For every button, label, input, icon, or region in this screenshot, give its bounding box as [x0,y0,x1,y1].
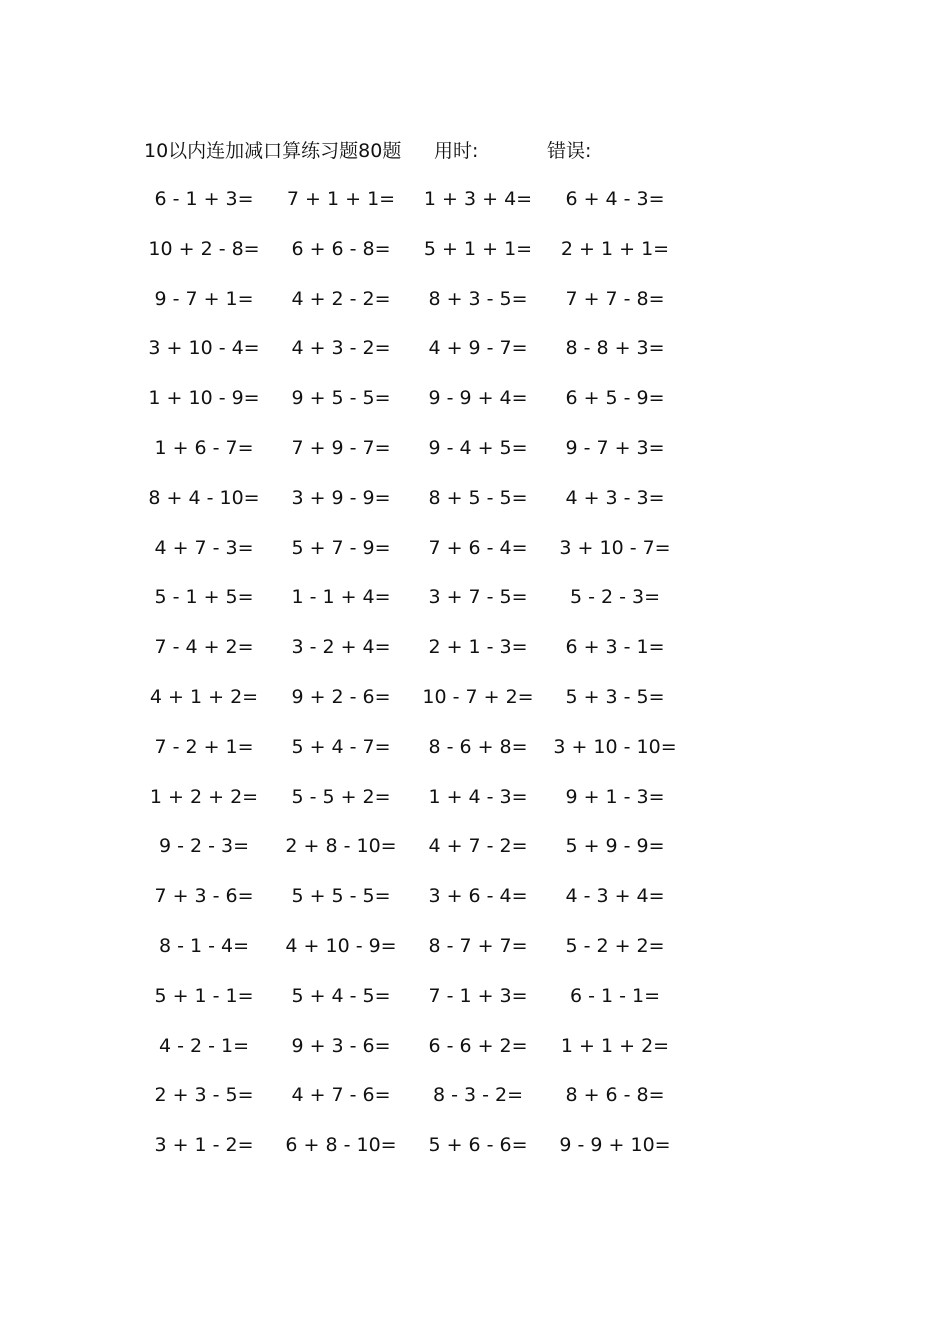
math-problem: 5 + 4 - 7= [291,735,391,758]
problem-row [0,634,950,684]
math-problem: 4 + 10 - 9= [285,934,397,957]
math-problem: 2 + 1 - 3= [428,636,528,659]
problem-row [0,734,950,784]
problem-row [0,684,950,734]
math-problem: 9 - 7 + 3= [565,436,665,459]
math-problem: 5 + 7 - 9= [291,536,391,559]
math-problem: 3 + 9 - 9= [291,486,391,509]
math-problem: 3 + 7 - 5= [428,586,528,609]
math-problem: 5 + 4 - 5= [291,984,391,1007]
math-problem: 5 + 3 - 5= [565,685,665,708]
problem-row [0,933,950,983]
problem-row [0,584,950,634]
math-problem: 8 + 3 - 5= [428,287,528,310]
problem-row [0,833,950,883]
math-problem: 2 + 8 - 10= [285,835,397,858]
math-problem: 3 + 10 - 4= [148,337,260,360]
math-problem: 7 + 1 + 1= [286,188,396,210]
math-problem: 5 - 2 + 2= [565,934,665,957]
problem-row [0,385,950,435]
problem-row [0,485,950,535]
math-problem: 8 - 7 + 7= [428,934,528,957]
math-problem: 5 + 1 - 1= [154,984,254,1007]
math-problem: 8 + 4 - 10= [148,486,260,509]
math-problem: 7 + 3 - 6= [154,885,254,908]
math-problem: 8 + 6 - 8= [565,1084,665,1107]
math-problem: 1 + 10 - 9= [148,387,260,410]
math-problem: 4 + 3 - 2= [291,337,391,360]
problem-row [0,1082,950,1132]
math-problem: 6 - 1 + 3= [154,188,254,210]
math-problem: 1 + 4 - 3= [428,785,528,808]
math-problem: 5 + 1 + 1= [423,237,533,260]
error-label: 错误: [547,140,592,162]
math-problem: 4 + 3 - 3= [565,486,665,509]
math-problem: 9 - 9 + 10= [559,1134,671,1157]
math-problem: 3 - 2 + 4= [291,636,391,659]
math-problem: 6 + 8 - 10= [285,1134,397,1157]
problem-row [0,435,950,485]
math-problem: 7 + 9 - 7= [291,436,391,459]
math-problem: 7 - 1 + 3= [428,984,528,1007]
math-problem: 6 - 6 + 2= [428,1034,528,1057]
problem-row [0,784,950,834]
problem-row [0,983,950,1033]
math-problem: 1 + 2 + 2= [149,785,259,808]
problem-row [0,236,950,286]
math-problem: 3 + 10 - 10= [553,735,677,758]
math-problem: 10 - 7 + 2= [422,685,534,708]
problem-row [0,535,950,585]
math-problem: 8 - 3 - 2= [432,1084,524,1107]
math-problem: 5 + 9 - 9= [565,835,665,858]
math-problem: 7 - 4 + 2= [154,636,254,659]
time-label: 用时: [434,140,479,162]
problem-row [0,335,950,385]
math-problem: 8 - 1 - 4= [158,934,250,957]
math-problem: 5 - 5 + 2= [291,785,391,808]
math-problem: 6 + 3 - 1= [565,636,665,659]
math-problem: 4 + 1 + 2= [149,685,259,708]
math-problem: 10 + 2 - 8= [148,237,260,260]
math-problem: 6 + 4 - 3= [565,188,665,210]
math-problem: 6 + 6 - 8= [291,237,391,260]
math-problem: 2 + 3 - 5= [154,1084,254,1107]
math-problem: 9 - 2 - 3= [158,835,250,858]
math-problem: 4 + 7 - 3= [154,536,254,559]
worksheet-header [0,138,950,164]
math-problem: 4 + 2 - 2= [291,287,391,310]
math-problem: 1 + 6 - 7= [154,436,254,459]
math-problem: 5 + 5 - 5= [291,885,391,908]
math-problem: 4 - 3 + 4= [565,885,665,908]
math-problem: 9 - 9 + 4= [428,387,528,410]
problem-grid [0,186,950,1182]
math-problem: 5 - 1 + 5= [154,586,254,609]
math-problem: 4 + 7 - 6= [291,1084,391,1107]
math-problem: 1 + 3 + 4= [423,188,533,210]
math-problem: 8 - 6 + 8= [428,735,528,758]
math-problem: 5 + 6 - 6= [428,1134,528,1157]
math-problem: 9 - 4 + 5= [428,436,528,459]
math-problem: 9 + 1 - 3= [565,785,665,808]
math-problem: 8 + 5 - 5= [428,486,528,509]
math-problem: 3 + 1 - 2= [154,1134,254,1157]
math-problem: 6 - 1 - 1= [569,984,661,1007]
math-problem: 8 - 8 + 3= [565,337,665,360]
problem-row [0,883,950,933]
math-problem: 2 + 1 + 1= [560,237,670,260]
math-problem: 4 + 7 - 2= [428,835,528,858]
math-problem: 9 - 7 + 1= [154,287,254,310]
math-problem: 3 + 10 - 7= [559,536,671,559]
problem-row [0,1132,950,1182]
math-problem: 4 - 2 - 1= [158,1034,250,1057]
math-problem: 6 + 5 - 9= [565,387,665,410]
math-problem: 7 + 6 - 4= [428,536,528,559]
math-problem: 7 - 2 + 1= [154,735,254,758]
problem-row [0,186,950,236]
math-problem: 5 - 2 - 3= [569,586,661,609]
math-problem: 1 - 1 + 4= [291,586,391,609]
math-problem: 9 + 5 - 5= [291,387,391,410]
math-problem: 7 + 7 - 8= [565,287,665,310]
math-problem: 1 + 1 + 2= [560,1034,670,1057]
math-problem: 3 + 6 - 4= [428,885,528,908]
worksheet-title: 10以内连加减口算练习题80题 [144,140,402,162]
math-problem: 9 + 3 - 6= [291,1034,391,1057]
problem-row [0,1033,950,1083]
math-problem: 4 + 9 - 7= [428,337,528,360]
problem-row [0,286,950,336]
math-problem: 9 + 2 - 6= [291,685,391,708]
